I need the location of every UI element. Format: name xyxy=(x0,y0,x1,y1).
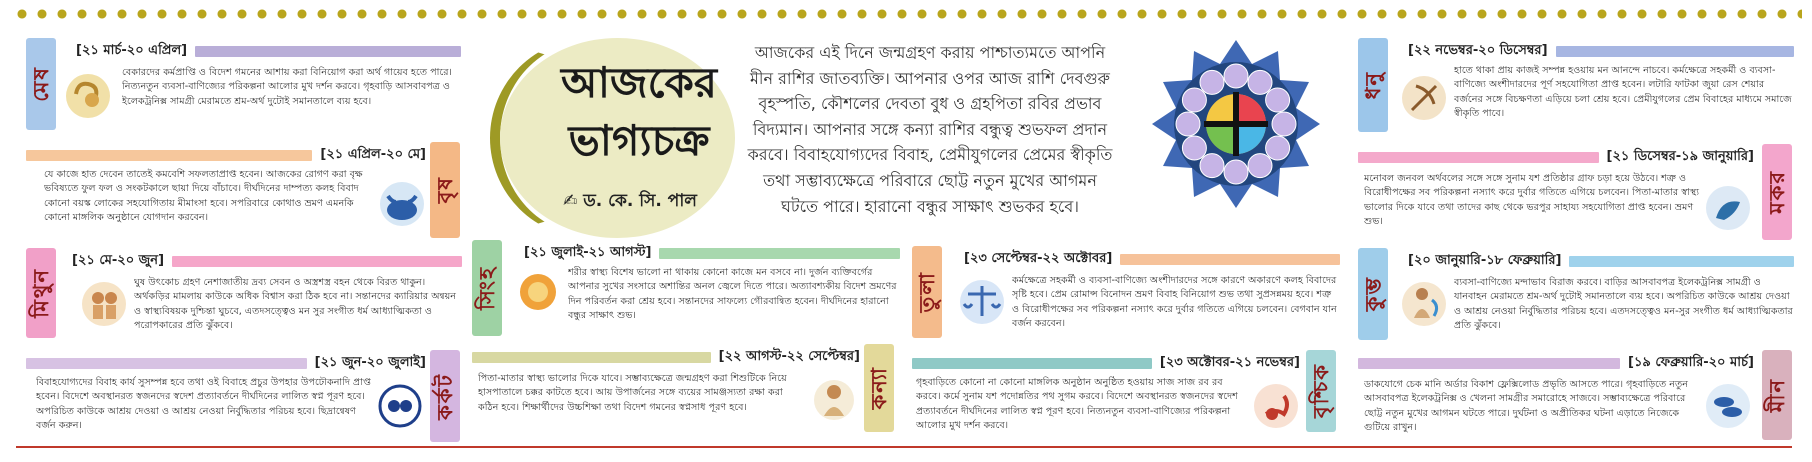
date-range-mithun: [২১ মে-২০ জুন] xyxy=(72,252,165,268)
prediction-text-makar: মনোবল জনবল অর্থবলের সঙ্গে সঙ্গে সুনাম যশ প্রতিষ্ঠার গ্রাফ চড়া হয়ে উঠবে। শত্রু ও বিরোধীপক্ষের সব পরিকল্পনা নস্যাৎ করে দুর্বার গতিতে এগিয়ে চলবেন। পিতা-মাতার স্বাস্থ্য ভালোর দিকে যাবে তথা তাদের কাছ থেকে ভরপুর সাহায্য সহযোগিতা প্রাপ্ত হবেন। ভ্রমণ শুভ। xyxy=(1364,173,1699,227)
author-name: ✍ ড. কে. সি. পাল xyxy=(563,191,697,211)
date-range-meen: [১৯ ফেব্রুয়ারি-২০ মার্চ] xyxy=(1628,354,1754,370)
sign-tab-brish: বৃষ xyxy=(430,142,460,238)
color-bar-brishchik xyxy=(912,358,1152,369)
sign-header-dhanu xyxy=(1408,42,1794,60)
sign-card-tula xyxy=(912,246,1342,344)
color-bar-singha xyxy=(659,248,900,259)
sign-header-singha xyxy=(524,244,900,262)
prediction-text-singha: শরীর স্বাস্থ্য বিশেষ ভালো না থাকায় কোনো কাজে মন বসবে না। দুর্জন ব্যক্তিবর্গের আপনার সুখের সংসারে অশান্তির অনল জ্বেলে দিতে পারে। অত্যাবশ্যকীয় বিদেশ ভ্রমণের দিন পরিবর্তন করা শ্রেয় হবে। সন্তানদের সাফল্যে গৌরবান্বিত হবেন। দীর্ঘদিনের হারানো বন্ধুর সাক্ষাৎ শুভ। xyxy=(568,267,897,321)
intro-paragraph: আজকের এই দিনে জন্মগ্রহণ করায় পাশ্চাত্যমতে আপনি মীন রাশির জাতব্যক্তি। আপনার ওপর আজ রাশি দেবগুরু বৃহস্পতি, কৌশলের দেবতা বুধ ও গ্রহপিতা রবির প্রভাব বিদ্যমান। আপনার সঙ্গে কন্যা রাশির বন্ধুত্ব শুভফল প্রদান করবে। বিবাহযোগ্যদের বিবাহ, প্রেমীযুগলের প্রেমের স্বীকৃতি তথা সম্ভাব্যক্ষেত্রে পরিবারে ছোট্ট নতুন মুখের আগমন ঘটতে পারে। হারানো বন্ধুর সাক্ষাৎ শুভকর হবে। xyxy=(747,43,1113,216)
archer-icon xyxy=(1398,72,1450,124)
prediction-text-mesh: বেকারদের কর্মপ্রাপ্তি ও বিদেশ গমনের আশায় করা বিনিয়োগ করা অর্থ গায়েব হতে পারে। নিত্যনতুন ব্যবসা-বাণিজ্যের পরিকল্পনা আলোর মুখ দর্শন করবে। গৃহবাড়ি আসবাবপত্র ও ইলেকট্রনিক্স সামগ্রী মেরামতে শ্রম-অর্থ দুটোই সমানতালে ব্যয় হবে। xyxy=(122,67,452,107)
sign-header-brish xyxy=(26,146,426,164)
sign-card-mesh xyxy=(26,38,464,130)
sign-tab-karkat: কর্কট xyxy=(430,350,460,442)
sign-header-mithun xyxy=(72,252,462,270)
title-emblem xyxy=(500,38,740,238)
scorpion-icon xyxy=(1250,380,1302,432)
prediction-text-karkat: বিবাহযোগ্যদের বিবাহ কার্য সুসম্পন্ন হবে তথা ওই বিবাহে প্রচুর উপহার উপঢৌকনাদি প্রাপ্ত হবেন। বিদেশে অবস্থানরত স্বজনদের স্বদেশ প্রত্যাবর্তনে দীর্ঘদিনের লালিত স্বপ্ন পূরণ হবে। অপরিচিত কাউকে আশ্রয় দেওয়া ও আশ্রয় নেওয়া নির্বুদ্ধিতার পরিচয় হবে। ছিদ্রান্বেষণ বর্জন করুন। xyxy=(36,377,371,431)
date-range-singha: [২১ জুলাই-২১ আগস্ট] xyxy=(524,244,652,260)
sign-header-tula xyxy=(964,250,1340,268)
sign-tab-meen: মীন xyxy=(1762,350,1792,440)
sign-tab-dhanu: ধনু xyxy=(1358,38,1388,132)
twins-icon xyxy=(78,278,130,330)
zodiac-wheel-icon xyxy=(1150,38,1322,210)
water-bearer-icon xyxy=(1398,278,1450,330)
prediction-text-meen: ডাকযোগে চেক মানি অর্ডার বিকাশ ফ্লেক্সিলোড প্রভৃতি আসতে পারে। গৃহবাড়িতে নতুন আসবাবপত্র ইলেকট্রনিক্স ও খেলনা সামগ্রীর সমারোহে সাজবে। সম্ভাব্যক্ষেত্রে পরিবারে ছোট্ট নতুন মুখের আগমন ঘটতে পারে। দুর্ঘটনা ও অপ্রীতিকর ঘটনা এড়াতে নিজেকে গুটিয়ে রাখুন। xyxy=(1364,379,1688,433)
prediction-text-brishchik: গৃহবাড়িতে কোনো না কোনো মাঙ্গলিক অনুষ্ঠান অনুষ্ঠিত হওয়ায় সাজ সাজ রব রব করবে। কর্মে সুনাম যশ পদোন্নতির পথ সুগম করবে। বিদেশে অবস্থানরত স্বজনদের স্বদেশ প্রত্যাবর্তনে দীর্ঘদিনের লালিত স্বপ্ন পূরণ হবে। নিত্যনতুন ব্যবসা-বাণিজ্যের পরিকল্পনা আলোর মুখ দর্শন করবে। xyxy=(916,377,1238,431)
lion-icon xyxy=(512,268,564,320)
scales-icon xyxy=(956,276,1008,328)
color-bar-mithun xyxy=(172,256,462,267)
sign-header-karkat xyxy=(26,354,426,372)
date-range-karkat: [২১ জুন-২০ জুলাই] xyxy=(314,354,426,370)
sign-header-makar xyxy=(1358,148,1754,166)
sign-tab-singha: সিংহ xyxy=(472,240,502,336)
sign-tab-mithun: মিথুন xyxy=(26,248,56,338)
color-bar-mesh xyxy=(195,46,461,57)
sign-card-kumbha xyxy=(1358,248,1798,344)
sign-header-brishchik xyxy=(912,354,1300,372)
sign-tab-kumbha: কুম্ভ xyxy=(1358,248,1388,340)
sign-header-meen xyxy=(1358,354,1754,372)
color-bar-karkat xyxy=(26,358,307,369)
color-bar-dhanu xyxy=(1556,46,1794,57)
fish-icon xyxy=(1702,380,1754,432)
prediction-text-mithun: ঘুষ উৎকোচ গ্রহণ নেশাজাতীয় দ্রব্য সেবন ও অস্ত্রশস্ত্র বহন থেকে বিরত থাকুন। অর্থকড়ির মামলায় কাউকে অধিক বিশ্বাস করা ঠিক হবে না। সন্তানদের ক্যারিয়ার অন্বয়ন ও স্বাস্থ্যবিষয়ক দুশ্চিন্তা ঘুচবে, এতদসত্ত্বেও মন সুর সংগীত ধর্ম আধ্যাত্মিকতা ও পরোপকারের প্রতি ঝুঁকবে। xyxy=(134,277,456,331)
date-range-kumbha: [২০ জানুয়ারি-১৮ ফেব্রুয়ারি] xyxy=(1408,252,1562,268)
sign-tab-mesh: মেষ xyxy=(26,38,56,130)
date-range-brish: [২১ এপ্রিল-২০ মে] xyxy=(320,146,426,162)
sign-card-meen xyxy=(1358,350,1798,446)
bottom-rule xyxy=(16,446,1792,448)
date-range-kanya: [২২ আগস্ট-২২ সেপ্টেম্বর] xyxy=(718,348,860,364)
goat-icon xyxy=(1702,182,1754,234)
prediction-text-tula: কর্মক্ষেত্রে সহকর্মী ও ব্যবসা-বাণিজ্যে অংশীদারদের সঙ্গে কারণে অকারণে কলহ বিবাদের সৃষ্টি হবে। প্রেম রোমান্স বিনোদন ভ্রমণ বিবাহ বিনিয়োগ শুভ তথা সুপ্রসন্নময় হবে। শত্রু ও বিরোধীপক্ষের সব পরিকল্পনা নস্যাৎ করে দুর্বার গতিতে এগিয়ে চলবেন। বেগবান যান বর্জন করবেন। xyxy=(1012,275,1337,329)
bull-icon xyxy=(376,178,428,230)
prediction-text-kumbha: ব্যবসা-বাণিজ্যে মন্দাভাব বিরাজ করবে। বাড়ির আসবাবপত্র ইলেকট্রনিক্স সামগ্রী ও যানবাহন মেরামতে শ্রম-অর্থ দুটোই সমানতালে ব্যয় হবে। অপরিচিত কাউকে আশ্রয় দেওয়া ও আশ্রয় নেওয়া নির্বুদ্ধিতার পরিচয় হবে। এতদসত্ত্বেও মন-সুর সংগীত ধর্ম আধ্যাত্মিকতার প্রতি ঝুঁকবে। xyxy=(1454,277,1793,331)
color-bar-brish xyxy=(26,150,312,161)
pen-icon: ✍ xyxy=(563,191,584,211)
sign-card-dhanu xyxy=(1358,38,1798,136)
virgo-icon xyxy=(808,374,860,426)
title-line-1: আজকের xyxy=(561,58,717,107)
sign-card-singha xyxy=(472,240,902,342)
prediction-text-kanya: পিতা-মাতার স্বাস্থ্য ভালোর দিকে যাবে। সম্ভাব্যক্ষেত্রে জন্মগ্রহণ করা শিশুটিকে নিয়ে হাসপাতালে চক্কর কাটতে হবে। আয় উপার্জনের সঙ্গে ব্যয়ের সামঞ্জস্যতা রক্ষা করা কঠিন হবে। শিক্ষার্থীদের উচ্চশিক্ষা তথা বিদেশ গমনের স্বপ্নসাধ পূরণ হবে। xyxy=(478,373,787,413)
sign-card-brish xyxy=(26,142,464,242)
date-range-makar: [২১ ডিসেম্বর-১৯ জানুয়ারি] xyxy=(1606,148,1754,164)
title-line-2: ভাগ্যচক্র xyxy=(568,116,710,165)
sign-tab-tula: তুলা xyxy=(912,246,942,338)
sign-card-makar xyxy=(1358,144,1798,244)
color-bar-kumbha xyxy=(1569,256,1794,267)
sign-tab-kanya: কন্যা xyxy=(864,344,894,432)
date-range-dhanu: [২২ নভেম্বর-২০ ডিসেম্বর] xyxy=(1408,42,1548,58)
color-bar-meen xyxy=(1358,358,1620,369)
prediction-text-dhanu: হাতে থাকা প্রায় কাজই সম্পন্ন হওয়ায় মন আনন্দে নাচবে। কর্মক্ষেত্রে সহকর্মী ও ব্যবসা-বাণিজ্যে অংশীদারদের পূর্ণ সহযোগিতা প্রাপ্ত হবেন। লটারি ফাটকা জুয়া রেস শেয়ার বর্জনের সঙ্গে বিচক্ষণতা এড়িয়ে চলা শ্রেয় হবে। প্রেমীযুগলের প্রেম বিবাহের মাধ্যমে সমাজে স্বীকৃতি পাবে। xyxy=(1454,65,1792,119)
date-range-tula: [২৩ সেপ্টেম্বর-২২ অক্টোবর] xyxy=(964,250,1113,266)
sign-header-kanya xyxy=(472,348,860,366)
sign-card-kanya xyxy=(472,344,902,444)
sign-tab-makar: মকর xyxy=(1762,144,1792,240)
sign-card-mithun xyxy=(26,248,464,340)
sign-tab-brishchik: বৃশ্চিক xyxy=(1306,350,1336,432)
dotted-border xyxy=(12,8,1802,20)
color-bar-makar xyxy=(1358,152,1599,163)
date-range-mesh: [২১ মার্চ-২০ এপ্রিল] xyxy=(76,42,188,58)
prediction-text-brish: যে কাজে হাত দেবেন তাতেই কমবেশি সফলতাপ্রাপ্ত হবেন। আজকের রোগণ করা বৃক্ষ ভবিষ্যতে ফুল ফল ও সংকটকালে ছায়া দিয়ে বাঁচাবে। দীর্ঘদিনের দাম্পত্য কলহ বিবাদ কোনো বয়স্ক লোকের সহযোগিতায় মীমাংসা হবে। সপরিবারে কোথাও ভ্রমণ এমনকি কোনো মাঙ্গলিক অনুষ্ঠানে যোগদান করবেন। xyxy=(44,169,363,223)
sign-card-brishchik xyxy=(912,350,1342,446)
sign-header-kumbha xyxy=(1408,252,1794,270)
date-range-brishchik: [২৩ অক্টোবর-২১ নভেম্বর] xyxy=(1159,354,1300,370)
crab-icon xyxy=(374,382,426,434)
sign-card-karkat xyxy=(26,350,464,444)
sign-header-mesh xyxy=(76,42,461,60)
color-bar-kanya xyxy=(472,352,711,363)
ram-icon xyxy=(62,70,114,122)
color-bar-tula xyxy=(1120,254,1340,265)
